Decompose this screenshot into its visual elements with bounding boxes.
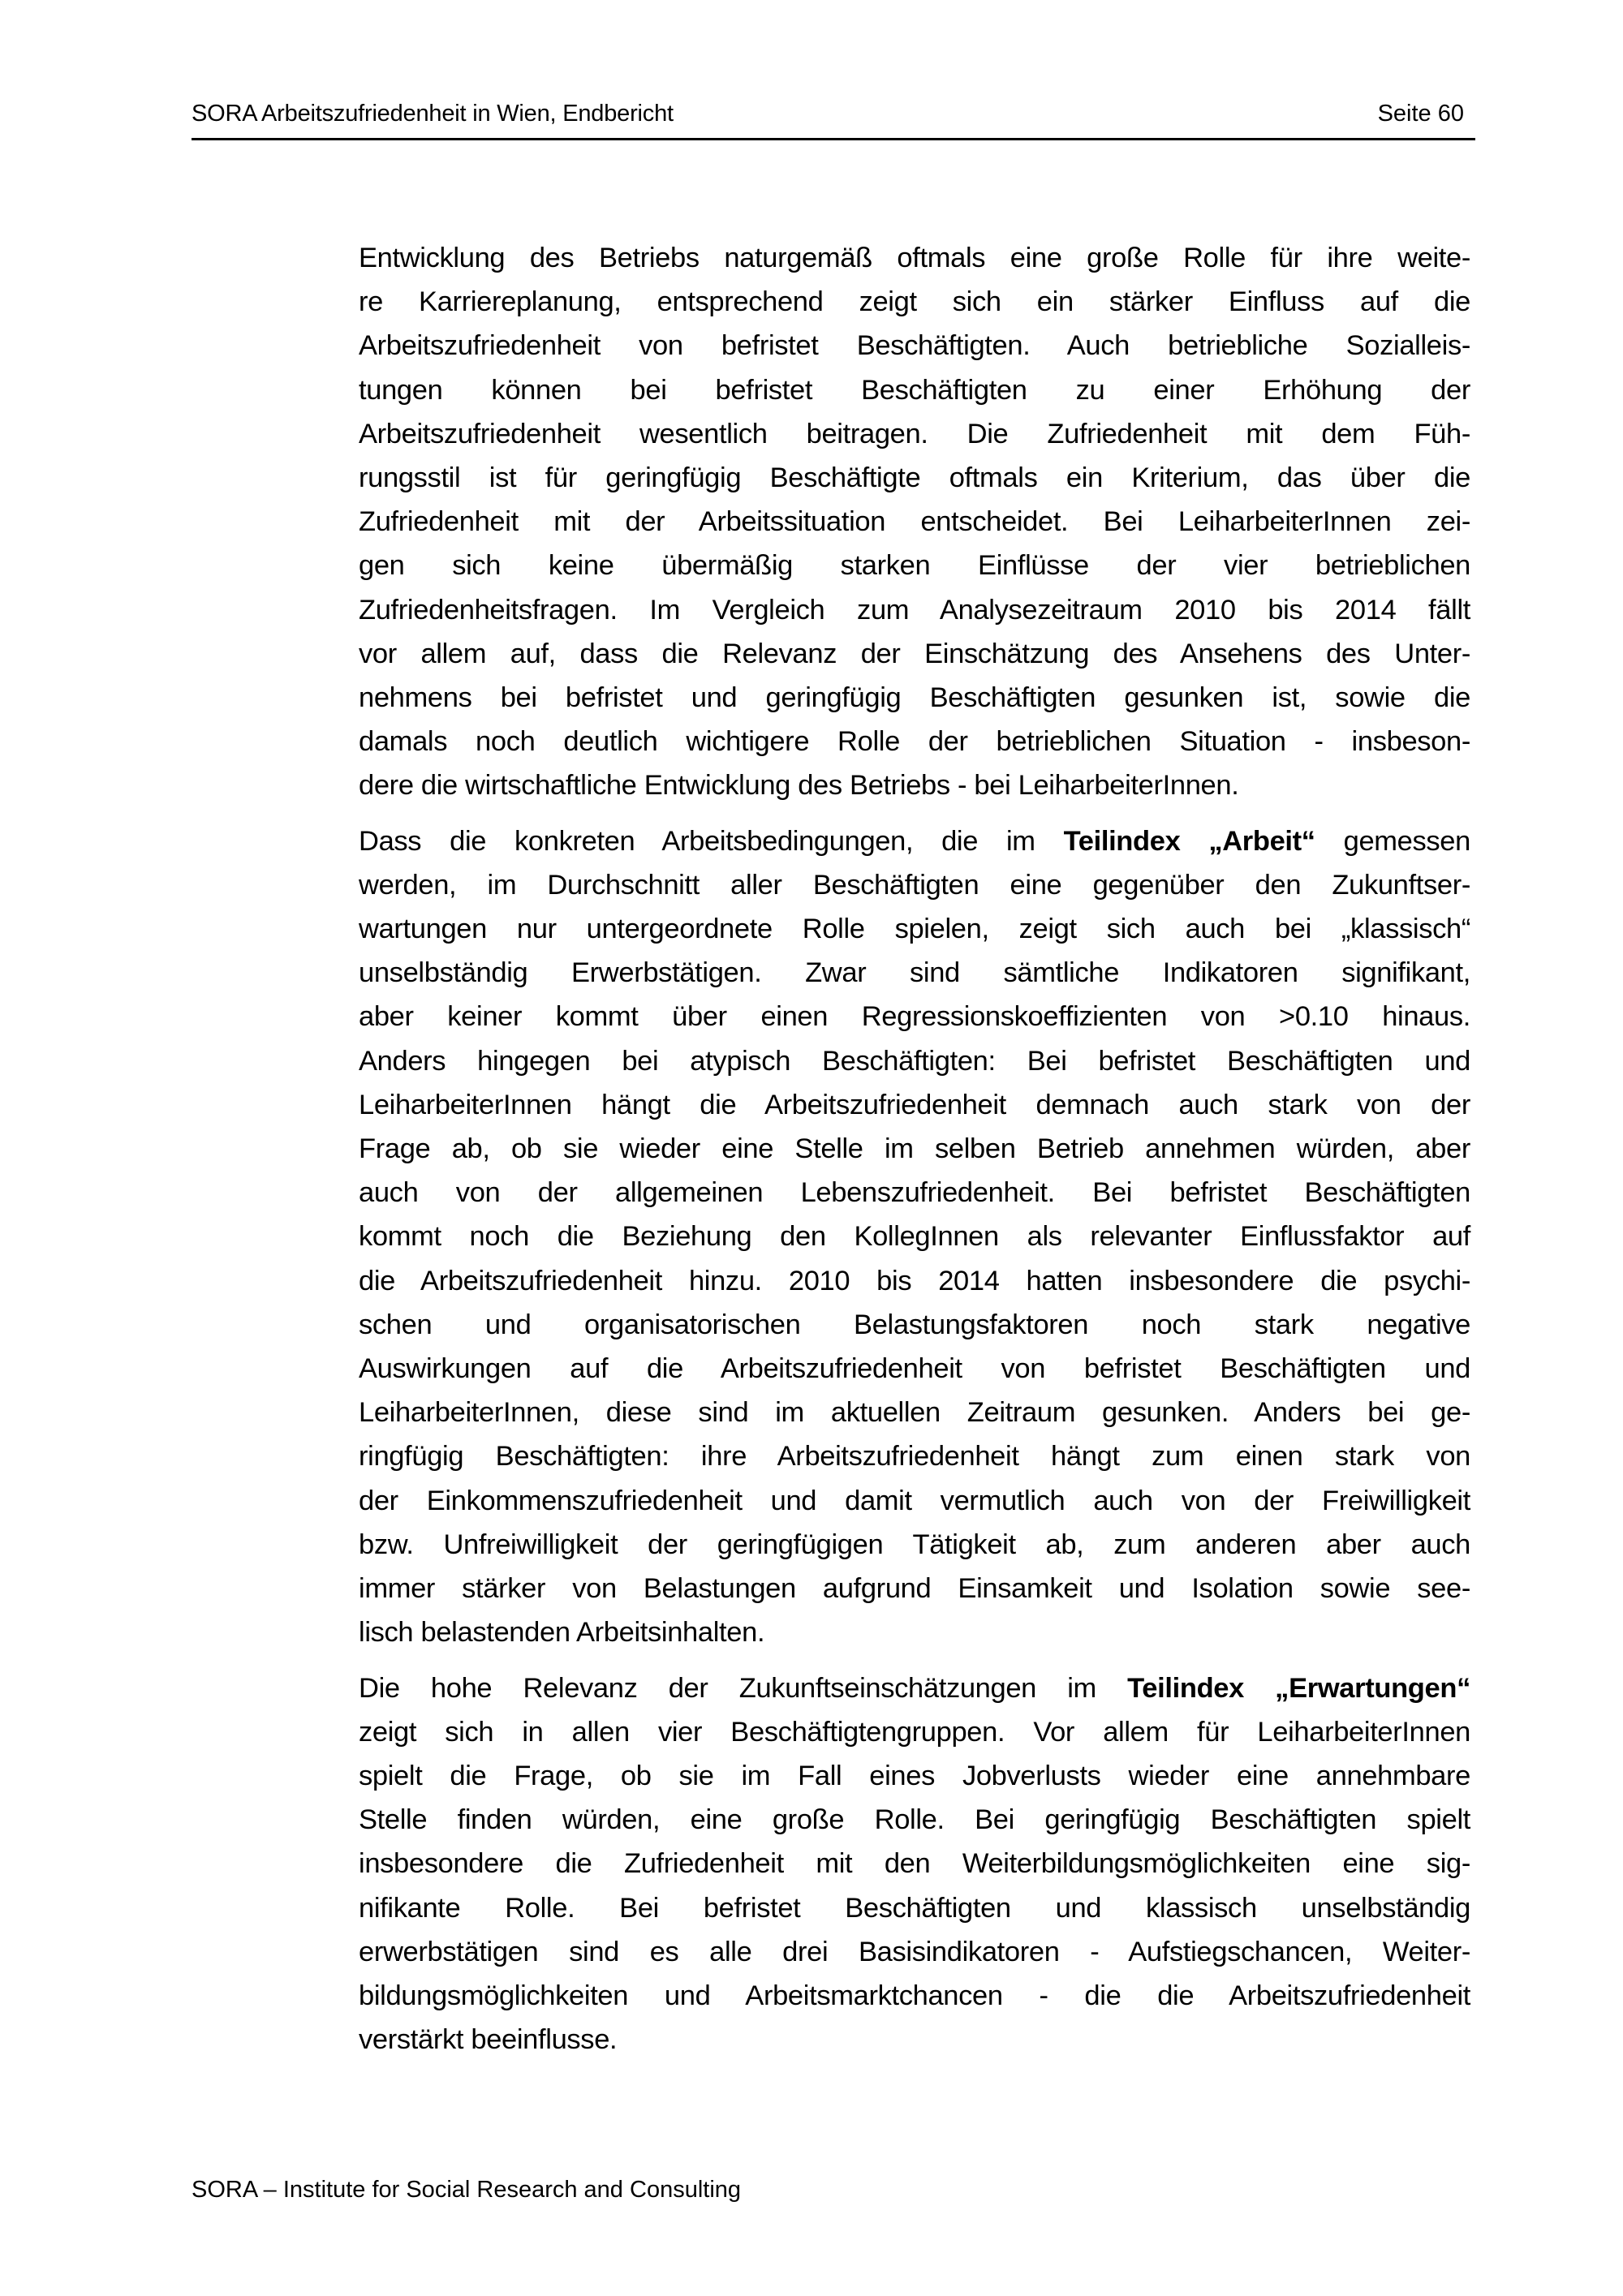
text-line: die Arbeitszufriedenheit hinzu. 2010 bis 2014 hatten insbesondere die psychi-: [359, 1265, 1470, 1296]
document-title: SORA Arbeitszufriedenheit in Wien, Endbericht: [192, 101, 674, 127]
text-run: gemessen: [1315, 825, 1470, 857]
header-divider: [192, 138, 1475, 140]
text-line: unselbständig Erwerbstätigen. Zwar sind sämtliche Indikatoren signifikant,: [359, 957, 1470, 989]
text-line: aber keiner kommt über einen Regressionskoeffizienten von >0.10 hinaus.: [359, 1001, 1470, 1033]
text-line: tungen können bei befristet Beschäftigten zu einer Erhöhung der: [359, 374, 1470, 406]
text-line: vor allem auf, dass die Relevanz der Einschätzung des Ansehens des Unter-: [359, 638, 1470, 669]
text-line: damals noch deutlich wichtigere Rolle der betrieblichen Situation - insbeson-: [359, 726, 1470, 758]
text-line: erwerbstätigen sind es alle drei Basisindikatoren - Aufstiegschancen, Weiter-: [359, 1936, 1470, 1967]
page-header: [192, 101, 1474, 140]
text-line: Entwicklung des Betriebs naturgemäß oftmals eine große Rolle für ihre weite-: [359, 243, 1470, 273]
text-run: Dass die konkreten Arbeitsbedingungen, die im: [359, 825, 1064, 857]
text-run: Die hohe Relevanz der Zukunftseinschätzungen im: [359, 1672, 1128, 1704]
paragraph-2: [359, 819, 1470, 1655]
text-line: schen und organisatorischen Belastungsfaktoren noch stark negative: [359, 1309, 1470, 1340]
text-line: Frage ab, ob sie wieder eine Stelle im selben Betrieb annehmen würden, aber: [359, 1133, 1470, 1165]
paragraph-3: [359, 1666, 1470, 2062]
text-line: der Einkommenszufriedenheit und damit vermutlich auch von der Freiwilligkeit: [359, 1485, 1470, 1516]
text-line: immer stärker von Belastungen aufgrund Einsamkeit und Isolation sowie see-: [359, 1573, 1470, 1605]
text-line: gen sich keine übermäßig starken Einflüsse der vier betrieblichen: [359, 550, 1470, 582]
text-line: auch von der allgemeinen Lebenszufriedenheit. Bei befristet Beschäftigten: [359, 1177, 1470, 1209]
teilindex-erwartungen-emphasis: Teilindex „Erwartungen“: [1127, 1672, 1470, 1704]
teilindex-arbeit-emphasis: Teilindex „Arbeit“: [1063, 825, 1315, 857]
text-line: lisch belastenden Arbeitsinhalten.: [359, 1617, 765, 1649]
text-line: Auswirkungen auf die Arbeitszufriedenheit von befristet Beschäftigten und: [359, 1353, 1470, 1385]
paragraph-1: [359, 236, 1470, 808]
text-line: rungsstil ist für geringfügig Beschäftigte oftmals ein Kriterium, das über die: [359, 462, 1470, 494]
text-line: [359, 1666, 1470, 1710]
text-line: Stelle finden würden, eine große Rolle. Bei geringfügig Beschäftigten spielt: [359, 1804, 1470, 1836]
text-line: wartungen nur untergeordnete Rolle spielen, zeigt sich auch bei „klassisch“: [359, 914, 1470, 945]
text-line: kommt noch die Beziehung den KollegInnen als relevanter Einflussfaktor auf: [359, 1221, 1470, 1253]
text-line: bildungsmöglichkeiten und Arbeitsmarktchancen - die die Arbeitszufriedenheit: [359, 1980, 1470, 2011]
page-number: Seite 60: [1377, 101, 1464, 127]
body-text: [359, 236, 1470, 2073]
text-line: LeiharbeiterInnen, diese sind im aktuellen Zeitraum gesunken. Anders bei ge-: [359, 1397, 1470, 1429]
text-line: Arbeitszufriedenheit von befristet Beschäftigten. Auch betriebliche Sozialleis-: [359, 330, 1470, 362]
text-line: re Karriereplanung, entsprechend zeigt sich ein stärker Einfluss auf die: [359, 286, 1470, 318]
text-line: bzw. Unfreiwilligkeit der geringfügigen Tätigkeit ab, zum anderen aber auch: [359, 1529, 1470, 1560]
text-line: Arbeitszufriedenheit wesentlich beitragen. Die Zufriedenheit mit dem Füh-: [359, 418, 1470, 449]
text-line: Zufriedenheitsfragen. Im Vergleich zum Analysezeitraum 2010 bis 2014 fällt: [359, 594, 1470, 626]
text-line: verstärkt beeinflusse.: [359, 2024, 618, 2056]
text-line: ringfügig Beschäftigten: ihre Arbeitszufriedenheit hängt zum einen stark von: [359, 1441, 1470, 1473]
text-line: nifikante Rolle. Bei befristet Beschäftigten und klassisch unselbständig: [359, 1892, 1470, 1924]
text-line: dere die wirtschaftliche Entwicklung des Betriebs - bei LeiharbeiterInnen.: [359, 770, 1239, 802]
text-line: [359, 819, 1470, 863]
text-line: zeigt sich in allen vier Beschäftigtengruppen. Vor allem für LeiharbeiterInnen: [359, 1716, 1470, 1748]
text-line: insbesondere die Zufriedenheit mit den Weiterbildungsmöglichkeiten eine sig-: [359, 1848, 1470, 1880]
text-line: LeiharbeiterInnen hängt die Arbeitszufriedenheit demnach auch stark von der: [359, 1089, 1470, 1120]
text-line: nehmens bei befristet und geringfügig Beschäftigten gesunken ist, sowie die: [359, 682, 1470, 714]
text-line: werden, im Durchschnitt aller Beschäftigten eine gegenüber den Zukunftser-: [359, 869, 1470, 901]
page-footer: SORA – Institute for Social Research and Consulting: [192, 2177, 742, 2203]
text-line: Anders hingegen bei atypisch Beschäftigten: Bei befristet Beschäftigten und: [359, 1045, 1470, 1077]
text-line: Zufriedenheit mit der Arbeitssituation entscheidet. Bei LeiharbeiterInnen zei-: [359, 506, 1470, 538]
text-line: spielt die Frage, ob sie im Fall eines Jobverlusts wieder eine annehmbare: [359, 1760, 1470, 1791]
